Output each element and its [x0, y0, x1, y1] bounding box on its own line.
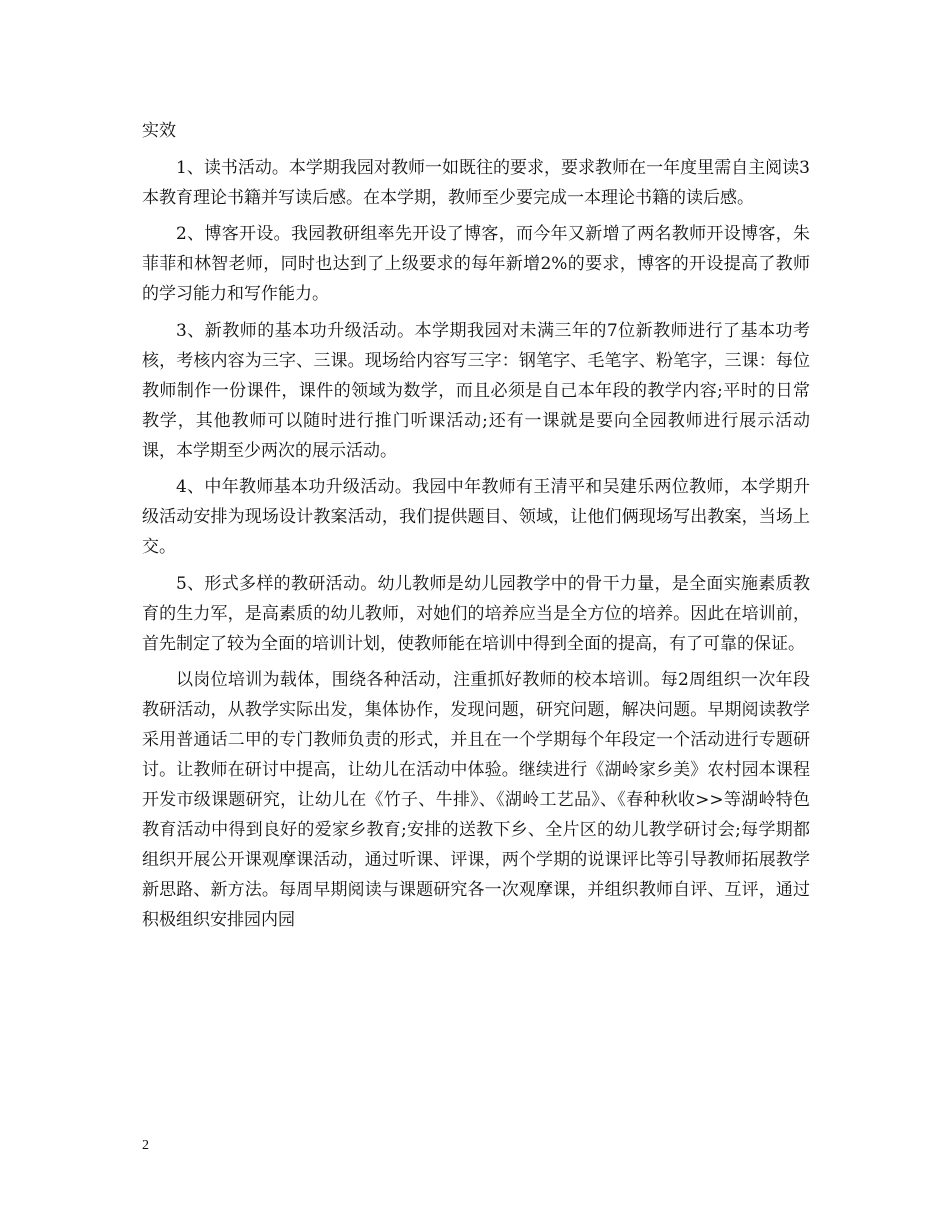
paragraph-post-training: 以岗位培训为载体，围绕各种活动，注重抓好教师的校本培训。每2周组织一次年段教研活动，从教学实际出发，集体协作，发现问题，研究问题，解决问题。早期阅读教学采用普通话二甲的专门教师负责的形式，并且在一个学期每个年段定一个活动进行专题研讨。让教师在研讨中提高，让幼儿在活动中体验。继续进行《湖岭家乡美》农村园本课程开发市级课题研究，让幼儿在《竹子、牛排》、《湖岭工艺品》、《春种秋收>>等湖岭特色教育活动中得到良好的爱家乡教育;安排的送教下乡、全片区的幼儿教学研讨会;每学期都组织开展公开课观摩课活动，通过听课、评课，两个学期的说课评比等引导教师拓展教学新思路、新方法。每周早期阅读与课题研究各一次观摩课，并组织教师自评、互评，通过积极组织安排园内园 [142, 670, 810, 930]
paragraph-teaching-research: 5、形式多样的教研活动。幼儿教师是幼儿园教学中的骨干力量，是全面实施素质教育的生力军，是高素质的幼儿教师，对她们的培养应当是全方位的培养。因此在培训前，首先制定了较为全面的培训计划，使教师能在培训中得到全面的提高，有了可靠的保证。 [142, 573, 810, 654]
paragraph-new-teacher-skills: 3、新教师的基本功升级活动。本学期我园对未满三年的7位新教师进行了基本功考核，考核内容为三字、三课。现场给内容写三字：钢笔字、毛笔字、粉笔字，三课：每位教师制作一份课件，课件的领域为数学，而且必须是自己本年段的教学内容;平时的日常教学，其他教师可以随时进行推门听课活动;还有一课就是要向全园教师进行展示活动课，本学期至少两次的展示活动。 [142, 320, 810, 461]
paragraph-middle-aged-teacher-skills: 4、中年教师基本功升级活动。我园中年教师有王清平和吴建乐两位教师，本学期升级活动安排为现场设计教案活动，我们提供题目、领域，让他们俩现场写出教案，当场上交。 [142, 477, 810, 557]
paragraph-blog-setup: 2、博客开设。我园教研组率先开设了博客，而今年又新增了两名教师开设博客，朱菲菲和林智老师，同时也达到了上级要求的每年新增2%的要求，博客的开设提高了教师的学习能力和写作能力。 [142, 224, 810, 304]
document-body [142, 116, 810, 942]
page-number: 2 [142, 1138, 149, 1153]
paragraph-continuation: 实效 [142, 121, 176, 141]
paragraph-reading-activity: 1、读书活动。本学期我园对教师一如既往的要求，要求教师在一年度里需自主阅读3本教育理论书籍并写读后感。在本学期，教师至少要完成一本理论书籍的读后感。 [142, 157, 810, 208]
